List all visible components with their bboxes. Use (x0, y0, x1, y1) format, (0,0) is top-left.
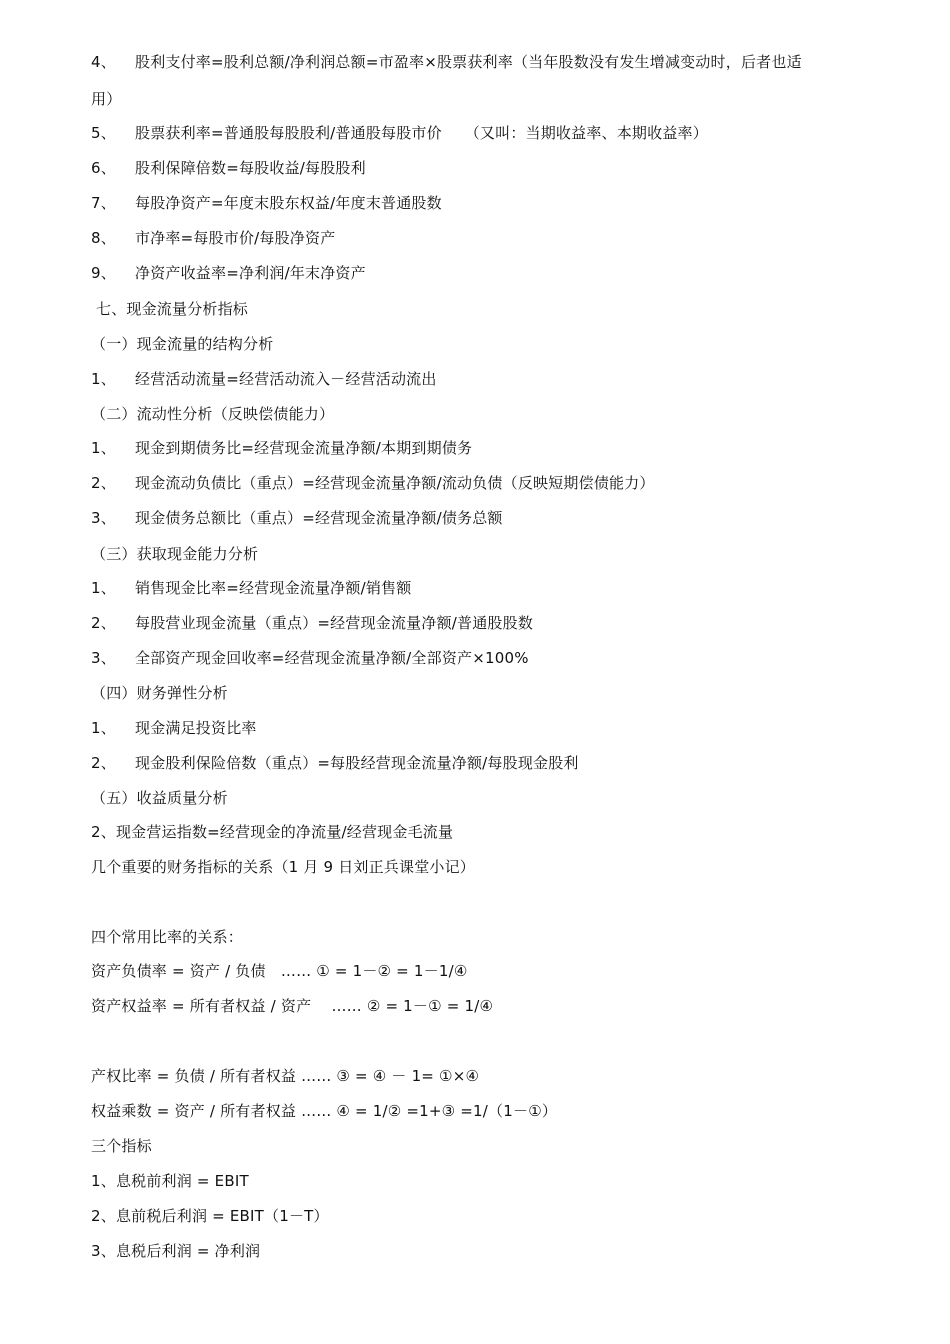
subsection-heading: （五）收益质量分析 (91, 789, 228, 807)
section-heading: 七、现金流量分析指标 (96, 300, 249, 318)
formula-line: 2、现金营运指数=经营现金的净流量/经营现金毛流量 (91, 823, 454, 841)
indicator-line: 1、息税前利润 = EBIT (91, 1172, 249, 1190)
ratio-relation: 资产权益率 = 所有者权益 / 资产 …… ② = 1－① = 1/④ (91, 997, 494, 1015)
ratios-heading: 四个常用比率的关系： (91, 928, 244, 946)
formula-line: 2、 现金股利保险倍数（重点）=每股经营现金流量净额/每股现金股利 (91, 754, 579, 772)
ratio-relation: 产权比率 = 负债 / 所有者权益 …… ③ = ④ － 1= ①×④ (91, 1067, 480, 1085)
formula-line-continuation: 用） (91, 90, 122, 108)
formula-line: 3、 现金债务总额比（重点）=经营现金流量净额/债务总额 (91, 509, 503, 527)
formula-line: 7、 每股净资产=年度末股东权益/年度末普通股数 (91, 194, 442, 212)
indicator-line: 3、息税后利润 = 净利润 (91, 1242, 261, 1260)
formula-line: 3、 全部资产现金回收率=经营现金流量净额/全部资产×100% (91, 649, 529, 667)
indicator-line: 2、息前税后利润 = EBIT（1－T） (91, 1207, 329, 1225)
subsection-heading: （一）现金流量的结构分析 (91, 335, 274, 353)
notes-heading: 几个重要的财务指标的关系（1 月 9 日刘正兵课堂小记） (91, 858, 475, 876)
formula-line: 5、 股票获利率=普通股每股股利/普通股每股市价 （又叫：当期收益率、本期收益率） (91, 124, 708, 142)
formula-line: 1、 销售现金比率=经营现金流量净额/销售额 (91, 579, 412, 597)
subsection-heading: （二）流动性分析（反映偿债能力） (91, 405, 335, 423)
indicators-heading: 三个指标 (91, 1137, 152, 1155)
formula-line: 4、 股利支付率=股利总额/净利润总额=市盈率×股票获利率（当年股数没有发生增减变动时，后者也适 (91, 53, 802, 71)
formula-line: 6、 股利保障倍数=每股收益/每股股利 (91, 159, 366, 177)
formula-line: 9、 净资产收益率=净利润/年末净资产 (91, 264, 366, 282)
formula-line: 2、 每股营业现金流量（重点）=经营现金流量净额/普通股股数 (91, 614, 534, 632)
ratio-relation: 资产负债率 = 资产 / 负债 …… ① = 1－② = 1－1/④ (91, 962, 468, 980)
subsection-heading: （三）获取现金能力分析 (91, 545, 259, 563)
subsection-heading: （四）财务弹性分析 (91, 684, 228, 702)
ratio-relation: 权益乘数 = 资产 / 所有者权益 …… ④ = 1/② =1+③ =1/（1－①） (91, 1102, 558, 1120)
formula-line: 1、 现金到期债务比=经营现金流量净额/本期到期债务 (91, 439, 473, 457)
formula-line: 8、 市净率=每股市价/每股净资产 (91, 229, 336, 247)
formula-line: 1、 现金满足投资比率 (91, 719, 257, 737)
formula-line: 2、 现金流动负债比（重点）=经营现金流量净额/流动负债（反映短期偿债能力） (91, 474, 655, 492)
formula-line: 1、 经营活动流量=经营活动流入－经营活动流出 (91, 370, 437, 388)
